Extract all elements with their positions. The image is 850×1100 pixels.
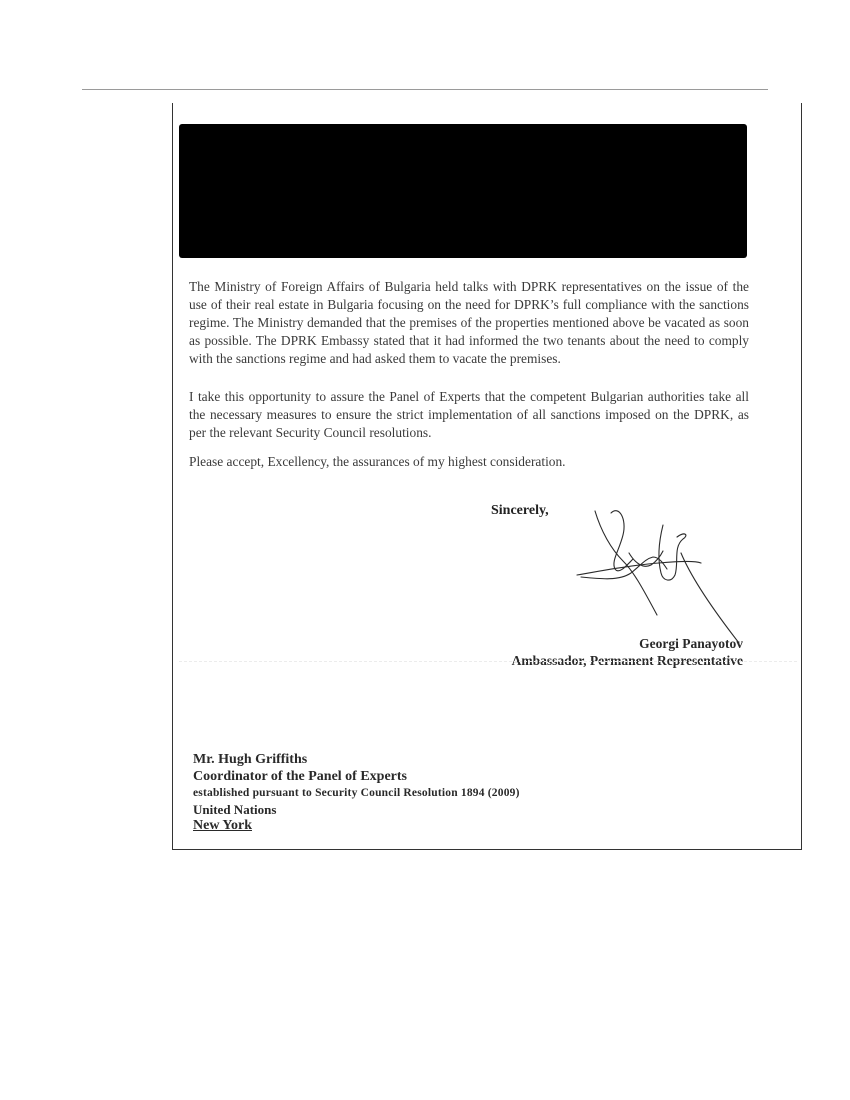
- addressee-organization: United Nations: [193, 802, 277, 817]
- faint-scan-line: [179, 661, 797, 662]
- addressee-mandate: established pursuant to Security Council Resolution 1894 (2009): [193, 787, 520, 799]
- addressee-name: Mr. Hugh Griffiths: [193, 752, 308, 767]
- letter-paragraph-1: The Ministry of Foreign Affairs of Bulgaria held talks with DPRK representatives on the issue of the use of their real estate in Bulgaria focusing on the need for DPRK’s full compliance with the sanctions regime. The Ministry demanded that the premises of the properties mentioned above be vacated as soon as possible. The DPRK Embassy stated that it had informed the two tenants about the need to comply with the sanctions regime and had asked them to vacate the premises.: [189, 279, 749, 366]
- signatory-title: Ambassador, Permanent Representative: [511, 653, 743, 668]
- handwritten-signature: [571, 503, 746, 648]
- letter-paragraph-2: I take this opportunity to assure the Panel of Experts that the competent Bulgarian authorities take all the necessary measures to ensure the strict implementation of all sanctions imposed on the DPRK, as per the relevant Security Council resolutions.: [189, 389, 749, 440]
- letter-paragraph-3: Please accept, Excellency, the assurances of my highest consideration.: [189, 454, 566, 469]
- addressee-title: Coordinator of the Panel of Experts: [193, 769, 407, 784]
- signatory-name: Georgi Panayotov: [639, 636, 743, 651]
- redaction-block: [179, 124, 747, 258]
- addressee-city: New York: [193, 818, 252, 833]
- letter-frame: [172, 103, 802, 850]
- closing-text: Sincerely,: [491, 503, 549, 518]
- header-rule: [82, 89, 768, 90]
